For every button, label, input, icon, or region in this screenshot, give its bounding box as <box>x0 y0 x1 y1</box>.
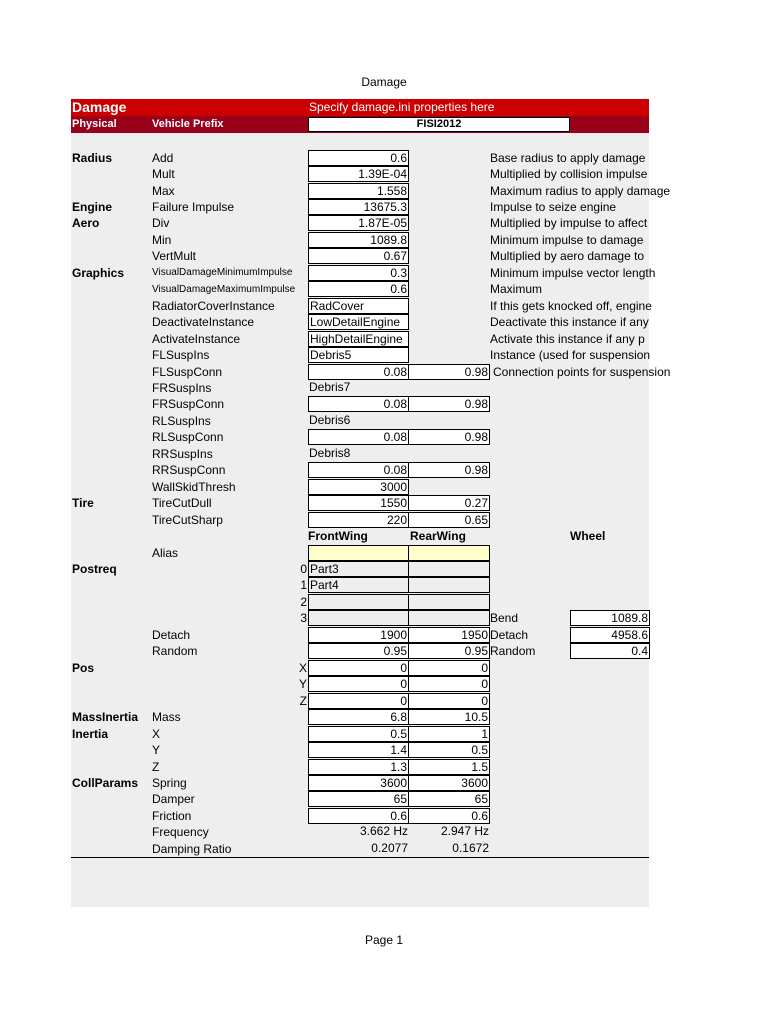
wheel-detach-label: Detach <box>490 628 529 642</box>
tirecutdull-value-2[interactable]: 0.27 <box>408 495 490 511</box>
rrsuspins-label: RRSuspIns <box>152 447 213 461</box>
rrsuspconn-value-2[interactable]: 0.98 <box>408 462 490 478</box>
alias-rearwing-field[interactable] <box>408 545 490 561</box>
random-rearwing[interactable]: 0.95 <box>408 643 490 659</box>
mult-value[interactable]: 1.39E-04 <box>308 166 409 182</box>
rlsuspins-value[interactable]: Debris6 <box>309 413 351 427</box>
frsuspconn-value-1[interactable]: 0.08 <box>308 396 409 412</box>
vehicle-prefix-label: Vehicle Prefix <box>152 118 224 130</box>
pos-x-frontwing[interactable]: 0 <box>308 660 409 676</box>
inertia-z-rearwing[interactable]: 1.5 <box>408 759 490 775</box>
add-desc: Base radius to apply damage <box>490 151 646 165</box>
radiator-desc: If this gets knocked off, engine <box>490 299 652 313</box>
rrsuspconn-value-1[interactable]: 0.08 <box>308 462 409 478</box>
tirecutsharp-value-2[interactable]: 0.65 <box>408 512 490 528</box>
radiator-label: RadiatorCoverInstance <box>152 299 275 313</box>
friction-rearwing[interactable]: 0.6 <box>408 808 490 824</box>
mult-desc: Multiplied by collision impulse <box>490 167 648 181</box>
damping-ratio-label: Damping Ratio <box>152 842 232 856</box>
postreq-index-0: 0 <box>300 562 307 576</box>
detach-rearwing[interactable]: 1950 <box>408 627 490 643</box>
alias-label: Alias <box>152 546 179 560</box>
section-postreq: Postreq <box>72 562 117 576</box>
failure-impulse-value[interactable]: 13675.3 <box>308 199 409 215</box>
postreq-1-frontwing[interactable]: Part4 <box>308 577 409 593</box>
add-value[interactable]: 0.6 <box>308 150 409 166</box>
frsuspins-label: FRSuspIns <box>152 381 212 395</box>
radiator-value[interactable]: RadCover <box>308 298 409 314</box>
activate-value[interactable]: HighDetailEngine <box>308 331 409 347</box>
inertia-z-label: Z <box>152 760 160 774</box>
flsuspins-value[interactable]: Debris5 <box>308 347 409 363</box>
min-value[interactable]: 1089.8 <box>308 232 409 248</box>
mass-frontwing[interactable]: 6.8 <box>308 709 409 725</box>
frequency-rearwing: 2.947 Hz <box>440 824 489 838</box>
pos-x-rearwing[interactable]: 0 <box>408 660 490 676</box>
pos-y-rearwing[interactable]: 0 <box>408 676 490 692</box>
rrsuspconn-label: RRSuspConn <box>152 463 226 477</box>
failure-impulse-desc: Impulse to seize engine <box>490 200 617 214</box>
frsuspconn-label: FRSuspConn <box>152 397 225 411</box>
mult-label: Mult <box>152 167 175 181</box>
wallskid-label: WallSkidThresh <box>152 480 236 494</box>
tirecutsharp-label: TireCutSharp <box>152 513 223 527</box>
flsuspconn-value-1[interactable]: 0.08 <box>308 364 409 380</box>
inertia-x-frontwing[interactable]: 0.5 <box>308 726 409 742</box>
tirecutdull-label: TireCutDull <box>152 496 212 510</box>
column-header-rearwing: RearWing <box>410 529 466 543</box>
pos-z-frontwing[interactable]: 0 <box>308 693 409 709</box>
wheel-bend-label: Bend <box>490 611 519 625</box>
postreq-0-frontwing[interactable]: Part3 <box>308 561 409 577</box>
add-label: Add <box>152 151 174 165</box>
bottom-divider <box>71 857 649 858</box>
section-aero: Aero <box>72 216 100 230</box>
inertia-x-rearwing[interactable]: 1 <box>408 726 490 742</box>
alias-frontwing-field[interactable] <box>308 545 409 561</box>
inertia-y-label: Y <box>152 743 161 757</box>
page-footer: Page 1 <box>364 933 404 947</box>
pos-axis-y: Y <box>298 677 307 691</box>
section-tire: Tire <box>72 496 94 510</box>
div-desc: Multiplied by impulse to affect <box>490 216 648 230</box>
postreq-index-1: 1 <box>300 578 307 592</box>
section-pos: Pos <box>72 661 95 675</box>
column-header-wheel: Wheel <box>570 529 606 543</box>
deactivate-desc: Deactivate this instance if any <box>490 315 649 329</box>
physical-label: Physical <box>72 118 117 130</box>
sheet-title: Damage <box>72 99 127 115</box>
vd-min-value[interactable]: 0.3 <box>308 265 409 281</box>
tirecutdull-value-1[interactable]: 1550 <box>308 495 409 511</box>
wallskid-value[interactable]: 3000 <box>308 479 409 495</box>
damper-label: Damper <box>152 792 195 806</box>
spring-label: Spring <box>152 776 187 790</box>
wheel-random-label: Random <box>490 644 536 658</box>
section-collparams: CollParams <box>72 776 139 790</box>
max-desc: Maximum radius to apply damage <box>490 184 671 198</box>
wheel-random-value[interactable]: 0.4 <box>570 643 650 659</box>
section-engine: Engine <box>72 200 113 214</box>
vd-min-label: VisualDamageMinimumImpulse <box>152 267 293 278</box>
postreq-3-rearwing[interactable] <box>408 610 490 626</box>
detach-frontwing[interactable]: 1900 <box>308 627 409 643</box>
frequency-label: Frequency <box>152 825 209 839</box>
rrsuspins-value[interactable]: Debris8 <box>309 446 351 460</box>
postreq-3-frontwing[interactable] <box>308 610 409 626</box>
section-graphics: Graphics <box>72 266 125 280</box>
vd-max-desc: Maximum <box>490 282 543 296</box>
flsuspins-label: FLSuspIns <box>152 348 210 362</box>
vd-min-desc: Minimum impulse vector length <box>490 266 656 280</box>
flsuspins-desc: Instance (used for suspension <box>490 348 651 362</box>
max-label: Max <box>152 184 175 198</box>
column-header-frontwing: FrontWing <box>308 529 368 543</box>
inertia-y-rearwing[interactable]: 0.5 <box>408 742 490 758</box>
failure-impulse-label: Failure Impulse <box>152 200 235 214</box>
friction-frontwing[interactable]: 0.6 <box>308 808 409 824</box>
inertia-z-frontwing[interactable]: 1.3 <box>308 759 409 775</box>
div-label: Div <box>152 216 170 230</box>
frsuspconn-value-2[interactable]: 0.98 <box>408 396 490 412</box>
frsuspins-value[interactable]: Debris7 <box>309 380 351 394</box>
damper-frontwing[interactable]: 65 <box>308 791 409 807</box>
spring-frontwing[interactable]: 3600 <box>308 775 409 791</box>
wheel-bend-value[interactable]: 1089.8 <box>570 610 650 626</box>
inertia-y-frontwing[interactable]: 1.4 <box>308 742 409 758</box>
activate-desc: Activate this instance if any p <box>490 332 645 346</box>
flsuspconn-value-2[interactable]: 0.98 <box>408 364 490 380</box>
pos-axis-x: X <box>298 661 307 675</box>
damping-ratio-frontwing: 0.2077 <box>371 841 408 855</box>
tirecutsharp-value-1[interactable]: 220 <box>308 512 409 528</box>
postreq-2-rearwing[interactable] <box>408 594 490 610</box>
detach-label: Detach <box>152 628 191 642</box>
deactivate-label: DeactivateInstance <box>152 315 255 329</box>
vd-max-value[interactable]: 0.6 <box>308 281 409 297</box>
postreq-2-frontwing[interactable] <box>308 594 409 610</box>
postreq-index-2: 2 <box>300 595 307 609</box>
max-value[interactable]: 1.558 <box>308 183 409 199</box>
wheel-detach-value[interactable]: 4958.6 <box>570 627 650 643</box>
mass-rearwing[interactable]: 10.5 <box>408 709 490 725</box>
div-value[interactable]: 1.87E-05 <box>308 215 409 231</box>
vehicle-prefix-field[interactable]: FISI2012 <box>308 117 570 132</box>
vd-max-label: VisualDamageMaximumImpulse <box>152 284 296 295</box>
postreq-0-rearwing[interactable] <box>408 561 490 577</box>
section-massinertia: MassInertia <box>72 710 139 724</box>
postreq-1-rearwing[interactable] <box>408 577 490 593</box>
section-radius: Radius <box>72 151 113 165</box>
deactivate-value[interactable]: LowDetailEngine <box>308 314 409 330</box>
rlsuspins-label: RLSuspIns <box>152 414 211 428</box>
rlsuspconn-label: RLSuspConn <box>152 430 224 444</box>
rlsuspconn-value-2[interactable]: 0.98 <box>408 429 490 445</box>
sheet-subtitle: Specify damage.ini properties here <box>309 100 495 114</box>
section-inertia: Inertia <box>72 727 109 741</box>
friction-label: Friction <box>152 809 192 823</box>
vertmult-desc: Multiplied by aero damage to <box>490 249 645 263</box>
damper-rearwing[interactable]: 65 <box>408 791 490 807</box>
vertmult-value[interactable]: 0.67 <box>308 248 409 264</box>
flsuspconn-desc: Connection points for suspension <box>493 365 671 379</box>
frequency-frontwing: 3.662 Hz <box>359 824 408 838</box>
page-title: Damage <box>361 75 407 89</box>
pos-y-frontwing[interactable]: 0 <box>308 676 409 692</box>
damping-ratio-rearwing: 0.1672 <box>452 841 489 855</box>
postreq-index-3: 3 <box>300 611 307 625</box>
rlsuspconn-value-1[interactable]: 0.08 <box>308 429 409 445</box>
random-label: Random <box>152 644 198 658</box>
pos-z-rearwing[interactable]: 0 <box>408 693 490 709</box>
pos-axis-z: Z <box>299 694 307 708</box>
min-desc: Minimum impulse to damage <box>490 233 644 247</box>
vertmult-label: VertMult <box>152 249 197 263</box>
activate-label: ActivateInstance <box>152 332 241 346</box>
flsuspconn-label: FLSuspConn <box>152 365 223 379</box>
spring-rearwing[interactable]: 3600 <box>408 775 490 791</box>
spreadsheet <box>71 99 671 907</box>
min-label: Min <box>152 233 172 247</box>
inertia-x-label: X <box>152 727 161 741</box>
mass-label: Mass <box>152 710 181 724</box>
random-frontwing[interactable]: 0.95 <box>308 643 409 659</box>
